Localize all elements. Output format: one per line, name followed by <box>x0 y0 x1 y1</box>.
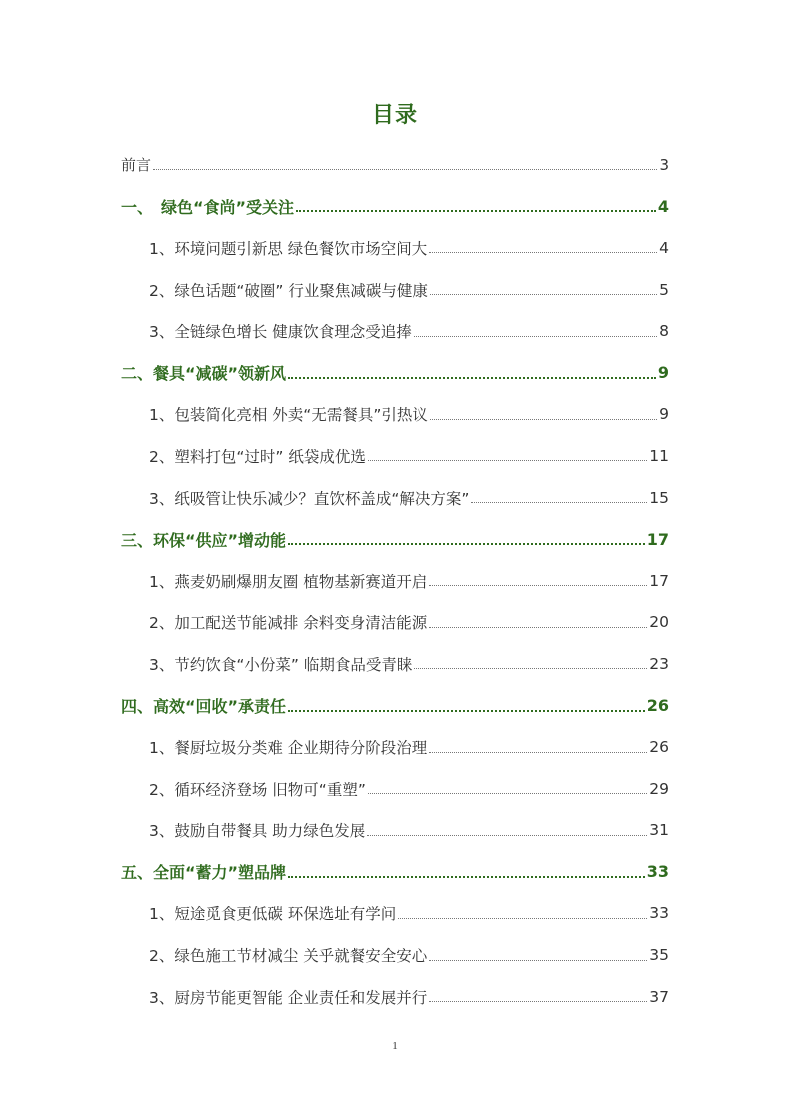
toc-entry-page-number: 35 <box>649 946 669 965</box>
toc-entry-label: 一、 绿色“食尚”受关注 <box>121 197 295 217</box>
toc-entry-label: 1、燕麦奶刷爆朋友圈 植物基新赛道开启 <box>149 572 428 591</box>
toc-entry-label: 前言 <box>121 156 152 175</box>
toc-dot-leader <box>368 793 647 794</box>
toc-entry-page-number: 9 <box>657 363 669 383</box>
toc-dot-leader <box>429 1001 647 1002</box>
toc-chapter-entry[interactable] <box>121 518 669 560</box>
toc-entry-label: 3、厨房节能更智能 企业责任和发展并行 <box>149 988 428 1007</box>
toc-entry-label: 1、短途觅食更低碳 环保选址有学问 <box>149 905 397 924</box>
toc-entry-page-number: 20 <box>649 613 669 632</box>
toc-entry-page-number: 4 <box>659 238 669 257</box>
toc-entry-page-number: 4 <box>657 196 669 216</box>
toc-entry-label: 3、纸吸管让快乐减少？直饮杯盖成“解决方案” <box>149 489 470 508</box>
toc-entry[interactable] <box>121 144 669 186</box>
toc-section-entry[interactable] <box>121 602 669 644</box>
toc-entry-page-number: 8 <box>659 322 669 341</box>
toc-dot-leader <box>430 419 657 420</box>
toc-entry-label: 2、循环经济登场 旧物可“重塑” <box>149 780 366 799</box>
toc-entry-label: 四、高效“回收”承责任 <box>121 697 287 717</box>
toc-entry-page-number: 31 <box>649 821 669 840</box>
toc-dot-leader <box>414 668 647 669</box>
toc-section-entry[interactable] <box>121 934 669 976</box>
toc-dot-leader <box>471 502 647 503</box>
toc-entry-page-number: 3 <box>659 155 669 174</box>
toc-entry-page-number: 9 <box>659 405 669 424</box>
toc-entry-page-number: 5 <box>659 280 669 299</box>
toc-entry-page-number: 37 <box>649 987 669 1006</box>
toc-section-entry[interactable] <box>121 394 669 436</box>
toc-entry-label: 3、鼓励自带餐具 助力绿色发展 <box>149 822 366 841</box>
toc-entry-page-number: 23 <box>649 654 669 673</box>
toc-dot-leader <box>430 294 657 295</box>
toc-entry-label: 3、全链绿色增长 健康饮食理念受追捧 <box>149 323 412 342</box>
toc-list <box>121 144 669 1017</box>
toc-entry-page-number: 17 <box>649 571 669 590</box>
toc-dot-leader <box>288 543 645 545</box>
toc-dot-leader <box>368 460 647 461</box>
toc-dot-leader <box>296 210 656 212</box>
toc-dot-leader <box>288 377 656 379</box>
toc-section-entry[interactable] <box>121 227 669 269</box>
toc-entry-page-number: 26 <box>646 696 669 716</box>
toc-chapter-entry[interactable] <box>121 352 669 394</box>
toc-section-entry[interactable] <box>121 768 669 810</box>
toc-entry-page-number: 33 <box>646 862 669 882</box>
toc-entry-label: 1、环境问题引新思 绿色餐饮市场空间大 <box>149 239 428 258</box>
toc-entry-label: 三、环保“供应”增动能 <box>121 530 287 550</box>
toc-section-entry[interactable] <box>121 435 669 477</box>
toc-dot-leader <box>429 627 647 628</box>
toc-dot-leader <box>429 960 647 961</box>
toc-chapter-entry[interactable] <box>121 186 669 228</box>
toc-section-entry[interactable] <box>121 310 669 352</box>
toc-dot-leader <box>367 835 647 836</box>
toc-entry-label: 3、节约饮食“小份菜” 临期食品受青睐 <box>149 655 413 674</box>
toc-section-entry[interactable] <box>121 810 669 852</box>
toc-dot-leader <box>288 710 645 712</box>
toc-chapter-entry[interactable] <box>121 851 669 893</box>
toc-entry-label: 1、餐厨垃圾分类难 企业期待分阶段治理 <box>149 739 428 758</box>
toc-section-entry[interactable] <box>121 726 669 768</box>
toc-dot-leader <box>288 876 645 878</box>
toc-section-entry[interactable] <box>121 893 669 935</box>
toc-entry-page-number: 17 <box>646 529 669 549</box>
toc-entry-label: 二、餐具“减碳”领新风 <box>121 364 287 384</box>
toc-entry-page-number: 26 <box>649 738 669 757</box>
toc-entry-page-number: 11 <box>649 446 669 465</box>
toc-chapter-entry[interactable] <box>121 685 669 727</box>
toc-dot-leader <box>429 585 647 586</box>
toc-section-entry[interactable] <box>121 477 669 519</box>
toc-entry-page-number: 29 <box>649 779 669 798</box>
toc-entry-label: 2、绿色施工节材减尘 关乎就餐安全安心 <box>149 947 428 966</box>
toc-dot-leader <box>414 336 657 337</box>
toc-entry-label: 2、塑料打包“过时” 纸袋成优选 <box>149 447 366 466</box>
toc-dot-leader <box>153 169 657 170</box>
toc-dot-leader <box>429 252 657 253</box>
toc-entry-page-number: 15 <box>649 488 669 507</box>
toc-title: 目录 <box>371 103 418 128</box>
toc-section-entry[interactable] <box>121 269 669 311</box>
toc-dot-leader <box>398 918 647 919</box>
toc-section-entry[interactable] <box>121 976 669 1018</box>
toc-section-entry[interactable] <box>121 643 669 685</box>
page-number: 1 <box>392 1040 398 1052</box>
toc-entry-label: 1、包装简化亮相 外卖“无需餐具”引热议 <box>149 406 428 425</box>
toc-entry-page-number: 33 <box>649 904 669 923</box>
toc-entry-label: 五、全面“蓄力”塑品牌 <box>121 863 287 883</box>
toc-section-entry[interactable] <box>121 560 669 602</box>
toc-entry-label: 2、加工配送节能减排 余料变身清洁能源 <box>149 614 428 633</box>
toc-dot-leader <box>429 752 647 753</box>
toc-entry-label: 2、绿色话题“破圈” 行业聚焦减碳与健康 <box>149 281 428 300</box>
